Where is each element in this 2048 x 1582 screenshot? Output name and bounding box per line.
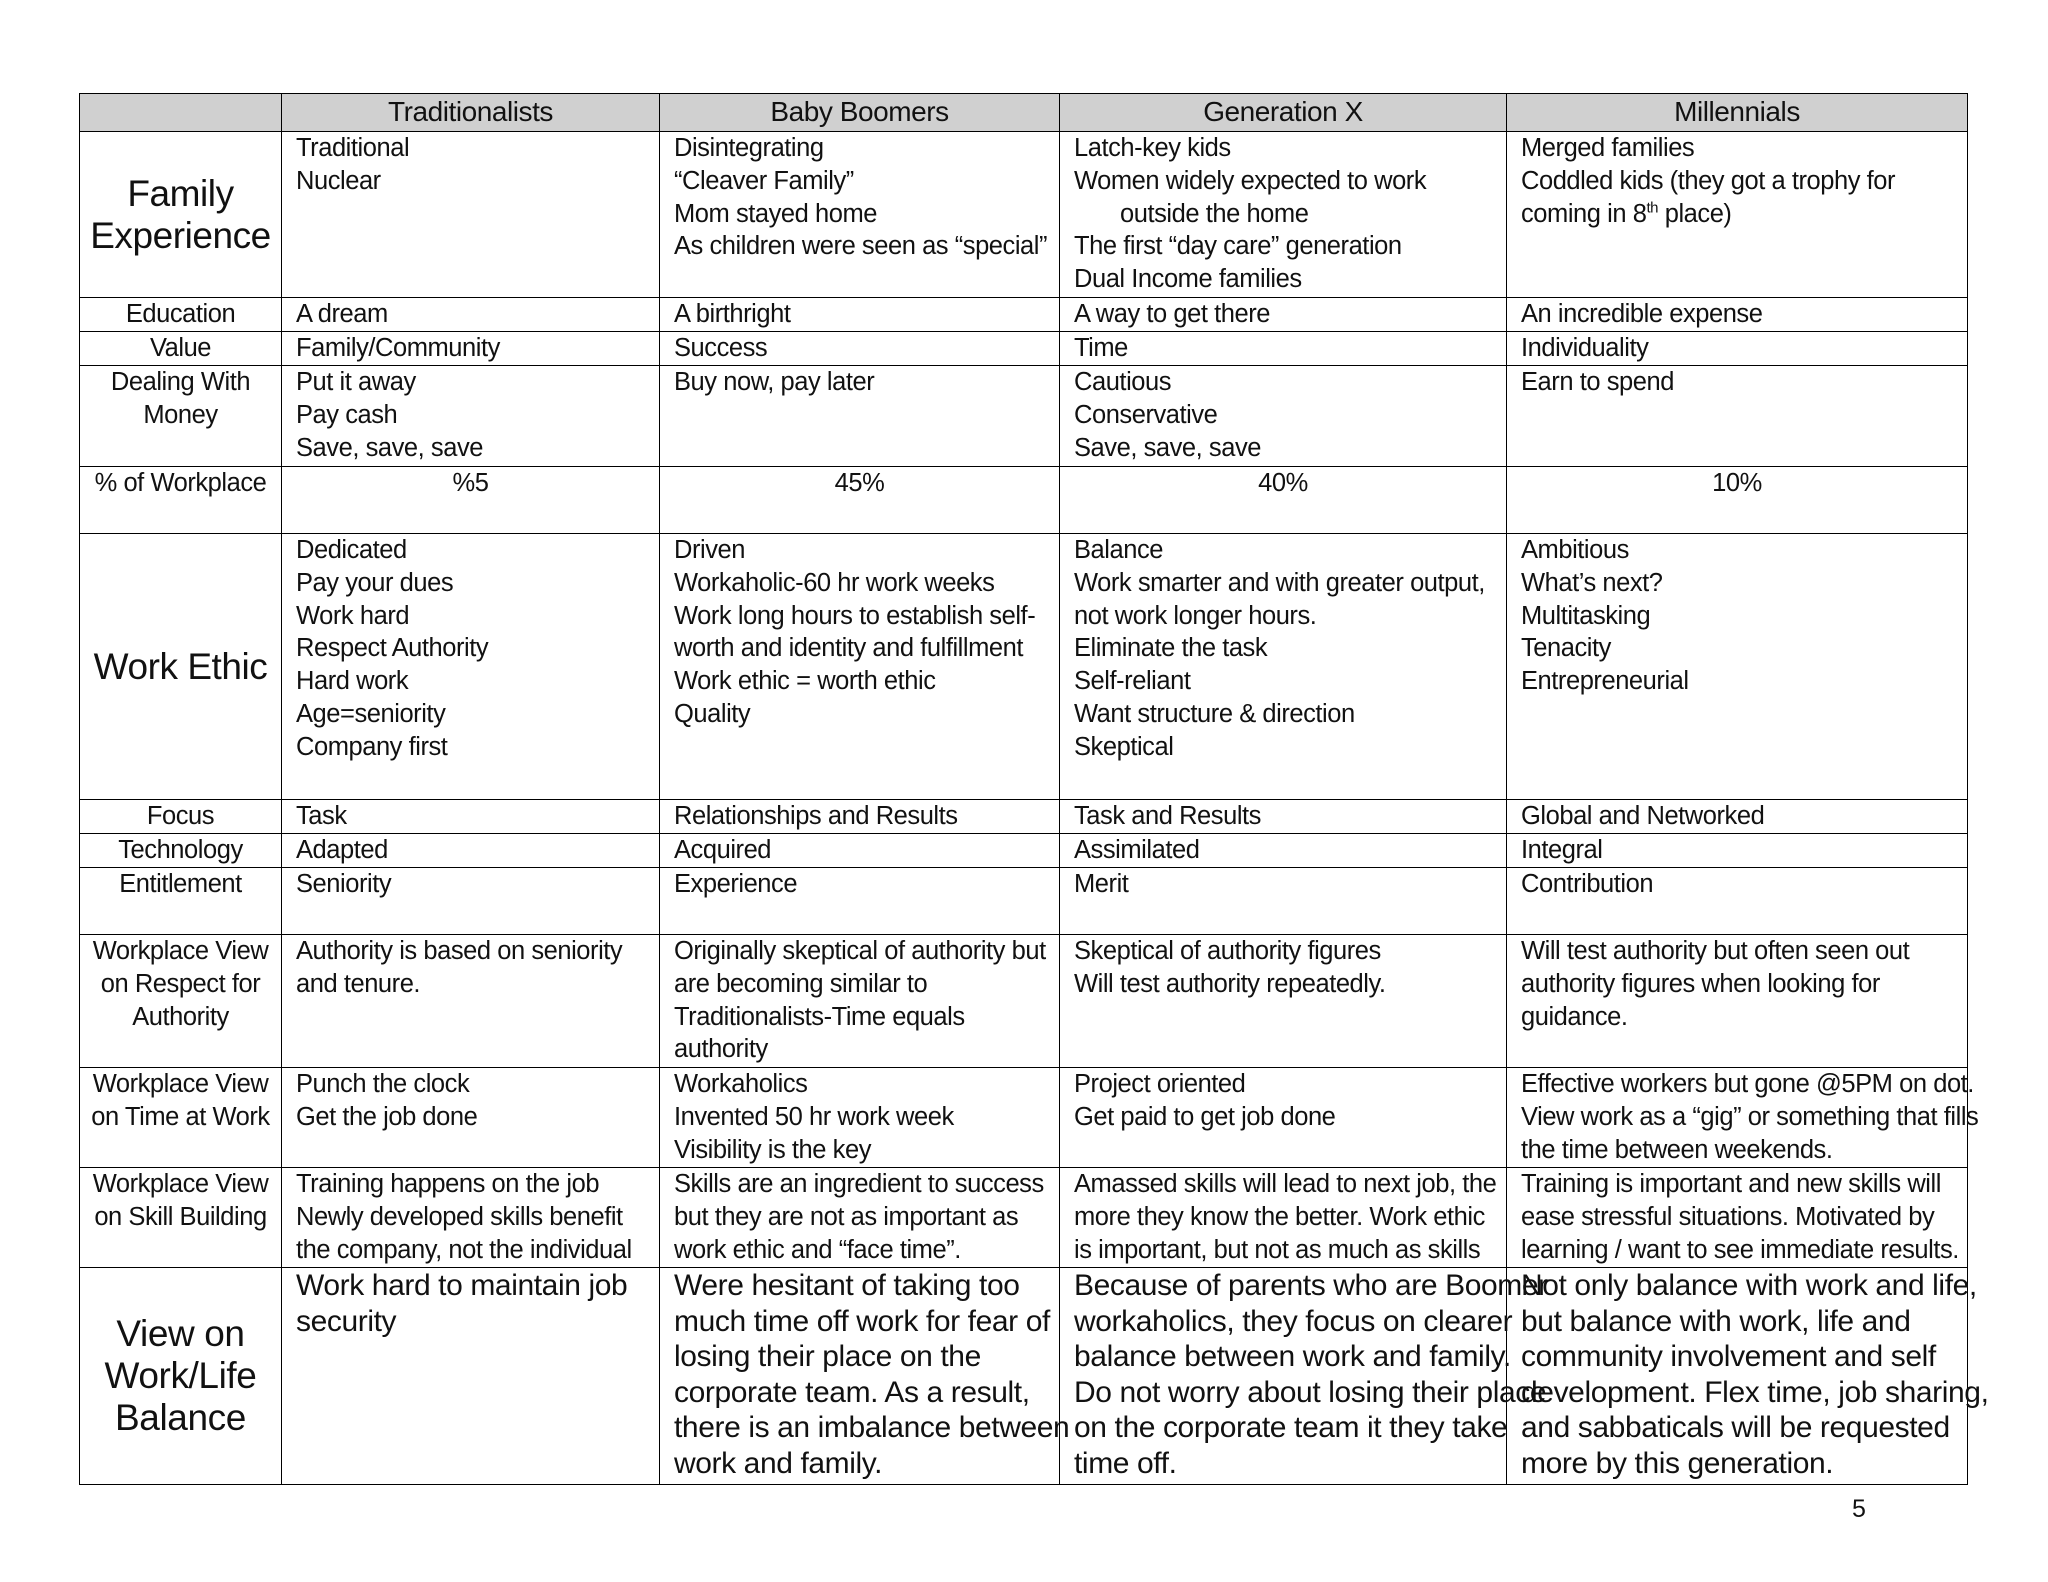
cell-time-baby-boomers: Workaholics Invented 50 hr work week Visibility is the key	[660, 1068, 1060, 1168]
cell-balance-traditionalists: Work hard to maintain job security	[282, 1268, 660, 1485]
row-work-ethic	[80, 534, 1968, 800]
cell-work-ethic-millennials: Ambitious What’s next? Multitasking Tenacity Entrepreneurial	[1507, 534, 1968, 800]
cell-work-ethic-baby-boomers: Driven Workaholic-60 hr work weeks Work long hours to establish self- worth and identity and fulfillment Work ethic = worth ethic Quality	[660, 534, 1060, 800]
cell-percent-generation-x: 40%	[1060, 467, 1507, 534]
row-family-experience	[80, 132, 1968, 298]
row-entitlement	[80, 868, 1968, 935]
row-respect-for-authority	[80, 935, 1968, 1068]
header-generation-x: Generation X	[1060, 94, 1507, 132]
header-baby-boomers: Baby Boomers	[660, 94, 1060, 132]
cell-balance-generation-x: Because of parents who are Boomer workaholics, they focus on clearer balance between work and family. Do not worry about losing their place on the corporate team it they take time off.	[1060, 1268, 1507, 1485]
row-education	[80, 298, 1968, 332]
cell-money-baby-boomers: Buy now, pay later	[660, 366, 1060, 467]
header-millennials: Millennials	[1507, 94, 1968, 132]
header-corner	[80, 94, 282, 132]
cell-focus-millennials: Global and Networked	[1507, 800, 1968, 834]
cell-education-generation-x: A way to get there	[1060, 298, 1507, 332]
row-label-work-life-balance: View on Work/Life Balance	[80, 1268, 282, 1485]
cell-time-generation-x: Project oriented Get paid to get job done	[1060, 1068, 1507, 1168]
cell-technology-generation-x: Assimilated	[1060, 834, 1507, 868]
row-work-life-balance	[80, 1268, 1968, 1485]
cell-money-traditionalists: Put it away Pay cash Save, save, save	[282, 366, 660, 467]
row-dealing-with-money	[80, 366, 1968, 467]
cell-work-ethic-traditionalists: Dedicated Pay your dues Work hard Respect Authority Hard work Age=seniority Company first	[282, 534, 660, 800]
generations-table	[79, 93, 1989, 1485]
row-label-education: Education	[80, 298, 282, 332]
row-time-at-work	[80, 1068, 1968, 1168]
cell-skill-millennials: Training is important and new skills will ease stressful situations. Motivated by learning / want to see immediate results.	[1507, 1168, 1968, 1268]
cell-education-baby-boomers: A birthright	[660, 298, 1060, 332]
cell-family-millennials: Merged families Coddled kids (they got a trophy for coming in 8th place)	[1507, 132, 1968, 298]
cell-entitlement-millennials: Contribution	[1507, 868, 1968, 935]
cell-technology-millennials: Integral	[1507, 834, 1968, 868]
cell-authority-traditionalists: Authority is based on seniority and tenure.	[282, 935, 660, 1068]
cell-family-traditionalists: Traditional Nuclear	[282, 132, 660, 298]
row-value	[80, 332, 1968, 366]
cell-skill-generation-x: Amassed skills will lead to next job, the more they know the better. Work ethic is important, but not as much as skills	[1060, 1168, 1507, 1268]
row-label-technology: Technology	[80, 834, 282, 868]
cell-time-millennials: Effective workers but gone @5PM on dot. View work as a “gig” or something that fills the time between weekends.	[1507, 1068, 1968, 1168]
row-label-work-ethic: Work Ethic	[80, 534, 282, 800]
cell-education-traditionalists: A dream	[282, 298, 660, 332]
cell-authority-generation-x: Skeptical of authority figures Will test authority repeatedly.	[1060, 935, 1507, 1068]
cell-value-traditionalists: Family/Community	[282, 332, 660, 366]
row-label-respect-for-authority: Workplace View on Respect for Authority	[80, 935, 282, 1068]
page-number: 5	[1852, 1495, 1866, 1523]
header-row	[80, 94, 1968, 132]
cell-money-millennials: Earn to spend	[1507, 366, 1968, 467]
row-label-focus: Focus	[80, 800, 282, 834]
row-skill-building	[80, 1168, 1968, 1268]
cell-percent-traditionalists: %5	[282, 467, 660, 534]
cell-focus-baby-boomers: Relationships and Results	[660, 800, 1060, 834]
cell-skill-traditionalists: Training happens on the job Newly developed skills benefit the company, not the individual	[282, 1168, 660, 1268]
cell-value-millennials: Individuality	[1507, 332, 1968, 366]
cell-entitlement-baby-boomers: Experience	[660, 868, 1060, 935]
cell-authority-baby-boomers: Originally skeptical of authority but are becoming similar to Traditionalists-Time equals authority	[660, 935, 1060, 1068]
cell-work-ethic-generation-x: Balance Work smarter and with greater output, not work longer hours. Eliminate the task Self-reliant Want structure & direction Skeptical	[1060, 534, 1507, 800]
row-label-value: Value	[80, 332, 282, 366]
cell-focus-traditionalists: Task	[282, 800, 660, 834]
row-label-skill-building: Workplace View on Skill Building	[80, 1168, 282, 1268]
cell-balance-baby-boomers: Were hesitant of taking too much time off work for fear of losing their place on the corporate team. As a result, there is an imbalance between work and family.	[660, 1268, 1060, 1485]
cell-value-generation-x: Time	[1060, 332, 1507, 366]
cell-technology-traditionalists: Adapted	[282, 834, 660, 868]
row-label-dealing-with-money: Dealing With Money	[80, 366, 282, 467]
row-label-time-at-work: Workplace View on Time at Work	[80, 1068, 282, 1168]
cell-family-generation-x: Latch-key kids Women widely expected to work outside the home The first “day care” generation Dual Income families	[1060, 132, 1507, 298]
cell-entitlement-traditionalists: Seniority	[282, 868, 660, 935]
cell-technology-baby-boomers: Acquired	[660, 834, 1060, 868]
cell-entitlement-generation-x: Merit	[1060, 868, 1507, 935]
cell-percent-baby-boomers: 45%	[660, 467, 1060, 534]
cell-focus-generation-x: Task and Results	[1060, 800, 1507, 834]
row-percent-of-workplace	[80, 467, 1968, 534]
cell-family-baby-boomers: Disintegrating “Cleaver Family” Mom stayed home As children were seen as “special”	[660, 132, 1060, 298]
cell-education-millennials: An incredible expense	[1507, 298, 1968, 332]
cell-skill-baby-boomers: Skills are an ingredient to success but they are not as important as work ethic and “face time”.	[660, 1168, 1060, 1268]
row-technology	[80, 834, 1968, 868]
cell-percent-millennials: 10%	[1507, 467, 1968, 534]
header-traditionalists: Traditionalists	[282, 94, 660, 132]
cell-time-traditionalists: Punch the clock Get the job done	[282, 1068, 660, 1168]
row-label-percent-of-workplace: % of Workplace	[80, 467, 282, 534]
row-focus	[80, 800, 1968, 834]
row-label-family-experience: Family Experience	[80, 132, 282, 298]
cell-value-baby-boomers: Success	[660, 332, 1060, 366]
cell-authority-millennials: Will test authority but often seen out authority figures when looking for guidance.	[1507, 935, 1968, 1068]
cell-balance-millennials: Not only balance with work and life, but balance with work, life and community involvement and self development. Flex time, job sharing, and sabbaticals will be requested more by this generation.	[1507, 1268, 1968, 1485]
row-label-entitlement: Entitlement	[80, 868, 282, 935]
cell-money-generation-x: Cautious Conservative Save, save, save	[1060, 366, 1507, 467]
